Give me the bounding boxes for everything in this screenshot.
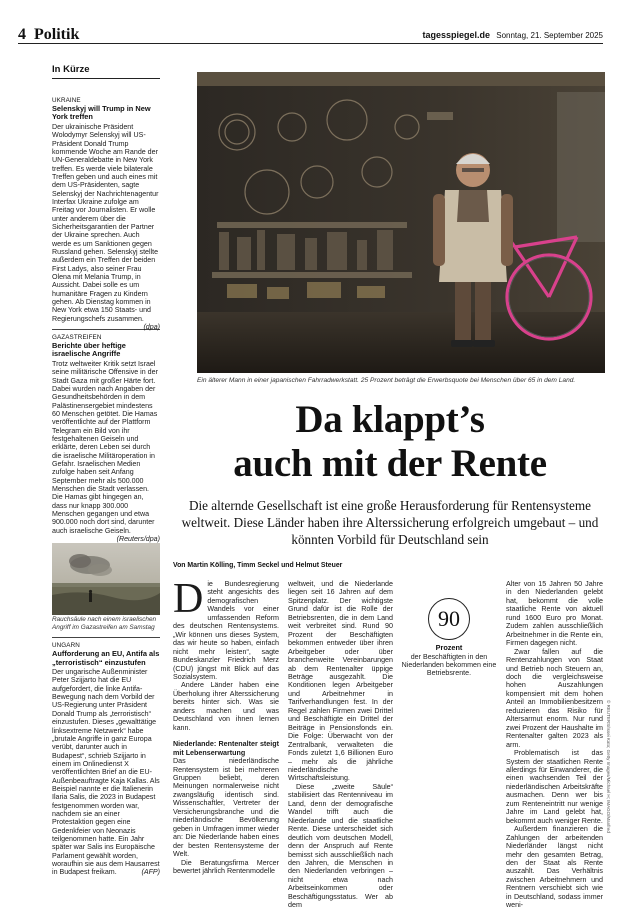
brief-body: Der ungarische Außenminister Peter Szijjarto hat die EU aufgefordert, die linke Antifa-Bewegung nach dem Vorbild der US-Regierung unter Präsident Donald Trump als „terroristisch“ einzustufen. Dieses „gewalttätige linksextreme Netzwerk“ habe „brutale Angriffe in ganz Europa verübt, darunter auch in Budapest“, schrieb Szijjarto in einem im Onlinedienst X veröffentlichten Brief an die EU-Außenbeauftragte Kaja Kallas. Als Beispiel nannte er die Italienerin Ilaria Salis, die 2023 in Budapest festgenommen worden war, nachdem sie an einer Protestaktion gegen eine Gedenkfeier von Neonazis teilgenommen hatte. Ein Jahr später war Salis ins Europäische Parlament gewählt worden, woraufhin sie aus dem Hausarrest in Budapest freikam. — [52, 668, 160, 877]
issue-date: Sonntag, 21. September 2025 — [496, 31, 603, 40]
bicycle-workshop-photo — [197, 72, 605, 373]
brief-text — [52, 359, 160, 544]
paragraph: Diese „zweite Säule“ stabilisiert das Rentenniveau im Land, denn der demografische Wandel trifft auch die Niederlande und die staatliche Rente. Diese unterscheidet sich deutlich vom deutschen Modell, denn der Anspruch auf Rente bemisst sich ausschließlich nach den Jahren, die Menschen in den Niederlanden verbringen – nicht etwa nach Arbeitseinkommen oder Beschäftigungsstatus. Wer ab dem — [288, 782, 393, 910]
page-section — [18, 26, 79, 44]
brief-title: Selenskyj will Trump in New York treffen — [52, 104, 151, 122]
brief-title: Berichte über heftige israelische Angriffe — [52, 341, 126, 359]
article-deck: Die alternde Gesellschaft ist eine große Herausforderung für Rentensysteme weltweit. Diese Länder haben ihre Alterssicherung erfolgreich umgebaut – und könnten Vorbild für Deutschland sein — [181, 498, 599, 547]
brief-kicker: UKRAINE — [52, 97, 81, 104]
paragraph: Alter von 15 Jahren 50 Jahre in den Niederlanden gelebt hat, bekommt die volle staatliche Rente von aktuell rund 1600 Euro pro Monat. Zudem zahlen ausschließlich Arbeitnehmer in die Rente ein, Firmen dagegen nicht. — [506, 580, 603, 648]
brief-body: Der ukrainische Präsident Wolodymyr Selenskyj will US-Präsident Donald Trump kommende Woche am Rande der UN-Generaldebatte in New York treffen. Es werde viele bilaterale Treffen geben und auch eines mit dem US-Präsidenten, sagte Selenskyj der Nachrichtenagentur Interfax Ukraine zufolge am Freitag vor Journalisten. Er wolle unter anderem über die Sicherheitsgarantien der Partner der Ukraine sprechen. Auch werde es um Sanktionen gegen Russland gehen. Selenskyj stellte außerdem ein Treffen der beiden First Ladys, also seiner Frau Olena mit Melania Trump, in Aussicht. Dabei solle es um humanitäre Fragen zu Kindern gehen. Ab Dienstag kommen in New York etwa 150 Staats- und Regierungschefs zusammen. — [52, 122, 159, 323]
photo-credit-text: © REUTERS/Issei Kato; Getty Images/Michael H; IMAGO/Manfred — [606, 700, 611, 833]
gaza-smoke-photo — [52, 541, 160, 613]
brief-source: (Reuters/dpa) — [116, 535, 160, 544]
headline-line-1: Da klappt’s — [295, 398, 485, 441]
byline: Von Martin Kölling, Timm Seckel und Helmut Steuer — [173, 562, 343, 569]
brief-kicker: UNGARN — [52, 642, 80, 650]
article-headline — [180, 398, 600, 486]
stat-label: Prozent — [435, 643, 463, 652]
brief-kicker: GAZASTREIFEN — [52, 334, 102, 342]
divider — [52, 637, 160, 638]
brief-ukraine — [52, 97, 160, 332]
paragraph: ie Bundesregierung steht angesichts des demografischen Wandels vor einer umfassenden Reform des deutschen Rentensystems. „Wir können uns dieses System, das wir heute so haben, einfach nicht mehr leisten“, sagte Bundeskanzler Friedrich Merz (CDU) jüngst mit Blick auf das Sozialsystem. — [173, 580, 279, 681]
paragraph: Andere Länder haben eine Überholung ihrer Alterssicherung bereits hinter sich. Was sie anders machen und was Deutschland von ihnen lernen kann. — [173, 681, 279, 732]
brief-source: (AFP) — [141, 868, 160, 877]
article-column-1 — [173, 576, 279, 875]
subheading: Niederlande: Rentenalter steigt mit Lebenserwartung — [173, 740, 279, 757]
brief-text — [52, 668, 160, 877]
brief-body: Trotz weltweiter Kritik setzt Israel seine militärische Offensive in der Stadt Gaza mit großer Härte fort. Dabei wurden nach Angaben der Gesundheitsbehörden in dem Palästinensergebiet mindestens 60 Menschen getötet. Die Hamas veröffentlichte auf der Plattform Telegram ein Bild von ihr festgehaltenen Geiseln und erklärte, deren Leben sei durch die israelische Militäroperation in Gefahr. Israelischen Medien zufolge haben seit Anfang September mehr als 500.000 Menschen die Stadt verlassen. Die Hamas gibt hingegen an, dass nur knapp 300.000 Menschen gegangen und etwa 900.000 noch dort sind, darunter auch israelische Geiseln. — [52, 359, 158, 535]
brief-gaza — [52, 334, 160, 544]
stat-box — [400, 598, 498, 678]
page-number: 4 — [18, 26, 26, 43]
paragraph: Zwar fallen auf die Rentenzahlungen von Staat und Betrieb noch Steuern an, doch die vergleichsweise hohen Auszahlungen kompensiert mit dem hohen Anteil an Immobilienbesitzern reduzieren das Risiko für Altersarmut enorm. Nur rund zwei Prozent der Haushalte im Rentenalter galten 2023 als arm. — [506, 647, 603, 749]
page-header — [18, 24, 603, 44]
stat-number: 90 — [428, 598, 470, 640]
paragraph: weltweit, und die Niederlande liegen seit 16 Jahren auf dem Spitzenplatz. Der wichtigste Grund dafür ist die Rolle der Betriebsrenten, die in dem Land weit verbreitet sind. Rund 90 Prozent der Beschäftigten bekommen entweder über ihren Arbeitgeber oder über branchenweite Vereinbarungen ab dem Rentenalter üppige Beträge ausgezahlt. Die Konditionen legen Arbeitgeber und Arbeitnehmer in Tarifverhandlungen fest. In der Regel zahlen Firmen zwei Drittel und Beschäftigte ein Drittel der Beiträge in Pensionsfonds ein. Die Folge: Überwacht von der Zentralbank, verwalteten die Fonds zuletzt 1,6 Billionen Euro – mehr als die jährliche niederländische Wirtschaftsleistung. — [288, 580, 393, 783]
brief-hungary — [52, 642, 160, 876]
photo-credit — [604, 700, 612, 833]
site-name[interactable]: tagesspiegel.de — [422, 30, 491, 40]
main-photo-caption: Ein älterer Mann in einer japanischen Fahrradwerkstatt. 25 Prozent beträgt die Erwerbsquote bei Menschen über 65 in dem Land. — [197, 377, 576, 384]
gaza-photo-caption: Rauchsäule nach einem israelischen Angriff im Gazastreifen am Samstag — [52, 616, 157, 631]
briefs-title: In Kürze — [52, 64, 160, 79]
news-briefs — [52, 64, 160, 883]
paragraph: Außerdem finanzieren die Zahlungen der arbeitenden Niederländer längst nicht mehr den gesamten Betrag, den der Staat als Rente auszahlt. Das Verhältnis zwischen Arbeitnehmern und Rentnern verschiebt sich wie in Deutschland, sodass immer weni- — [506, 825, 603, 910]
article-column-2 — [288, 580, 393, 910]
drop-cap: D — [173, 576, 204, 622]
paragraph: Die Beratungsfirma Mercer bewertet jährlich Rentenmodelle — [173, 858, 279, 875]
brief-title: Aufforderung an EU, Antifa als „terroristisch“ einzustufen — [52, 649, 160, 667]
paragraph: Problematisch ist das System der staatlichen Rente allerdings für Einwanderer, die einen wachsenden Teil der niederländischen Arbeitskräfte ausmachen. Denn wer bis zum Renteneintritt nur wenige Jahre im Land gelebt hat, bekommt auch weniger Rente. — [506, 749, 603, 825]
section-name: Politik — [34, 26, 80, 43]
headline-line-2: auch mit der Rente — [233, 442, 547, 485]
header-meta — [422, 30, 603, 40]
brief-text — [52, 122, 160, 332]
stat-description: der Beschäftigten in den Niederlanden bekommen eine Betriebsrente. — [401, 652, 497, 678]
paragraph: Das niederländische Rentensystem ist bei mehreren Gruppen beliebt, deren Meinungen normalerweise nicht zwangsläufig identisch sind. Wissenschaftler, Vertreter der Versicherungsbranche und die niederländische Bevölkerung geben in Umfragen immer wieder an: Die Niederlande haben eines der besten Rentensysteme der Welt. — [173, 757, 279, 859]
article-column-4 — [506, 580, 603, 910]
brief-source: (dpa) — [143, 323, 160, 332]
